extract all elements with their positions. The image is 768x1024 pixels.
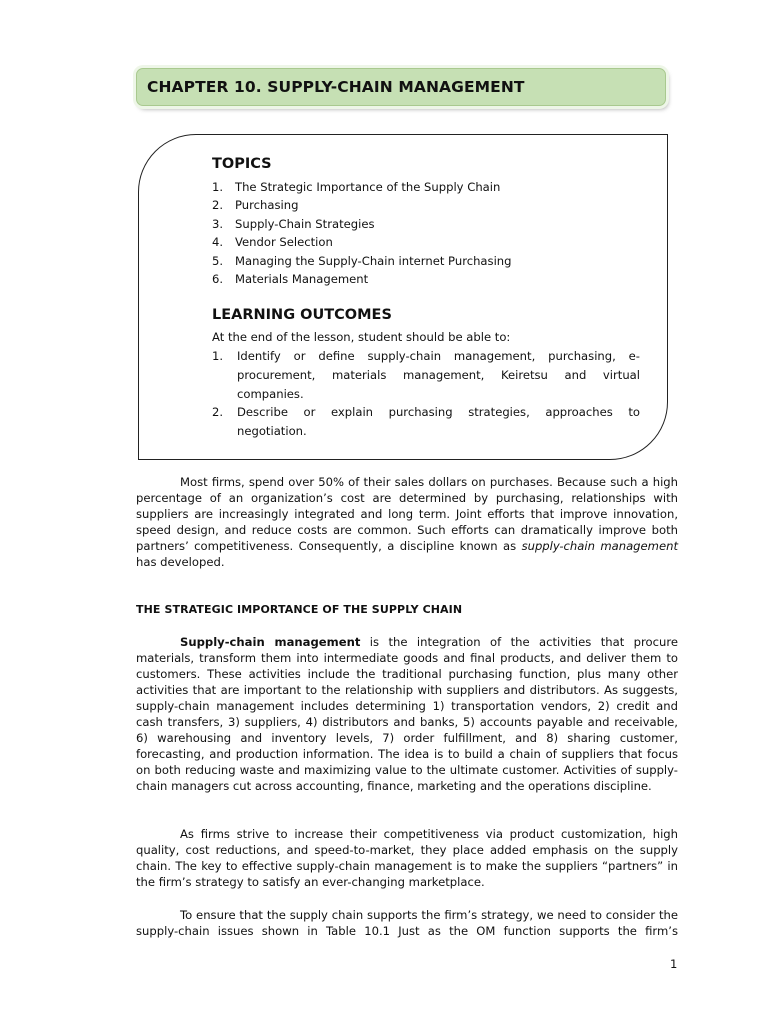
intro-paragraph: Most firms, spend over 50% of their sales dollars on purchases. Because such a high percentage of an organization’s cost are determined by purchasing, relationships with suppliers are increasingly integrated and long term. Joint efforts that improve innovation, speed design, and reduce costs are common. Such efforts can dramatically improve both partners’ competitiveness. Consequently, a discipline known as supply-chain management has developed.	[136, 475, 678, 569]
learning-outcomes-intro: At the end of the lesson, student should be able to:	[212, 330, 511, 344]
body-paragraph-1: Supply-chain management is the integration of the activities that procure materials, transform them into intermediate goods and final products, and deliver them to customers. These activities include the traditional purchasing function, plus many other activities that are important to the relationship with suppliers and distributors. As suggests, supply-chain management includes determining 1) transportation vendors, 2) credit and cash transfers, 3) suppliers, 4) distributors and banks, 5) accounts payable and receivable, 6) warehousing and inventory levels, 7) order fulfillment, and 8) sharing customer, forecasting, and production information. The idea is to build a chain of suppliers that focus on both reducing waste and maximizing value to the ultimate customer. Activities of supply-chain managers cut across accounting, finance, marketing and the operations discipline.	[136, 635, 678, 793]
bold-term: Supply-chain management	[180, 635, 361, 649]
topics-list	[212, 178, 512, 288]
outcome-item: 1. Identify or define supply-chain management, purchasing, e-procurement, materials management, Keiretsu and virtual companies.	[212, 349, 640, 401]
topic-item: 6. Materials Management	[212, 272, 369, 287]
page-number: 1	[670, 957, 678, 971]
topic-item: 1. The Strategic Importance of the Supply Chain	[212, 180, 501, 194]
chapter-banner	[136, 68, 666, 106]
body-paragraph-3: To ensure that the supply chain supports the firm’s strategy, we need to consider the supply-chain issues shown in Table 10.1 Just as the OM function supports the firm’s	[136, 908, 678, 938]
chapter-title: CHAPTER 10. SUPPLY-CHAIN MANAGEMENT	[147, 78, 525, 96]
emphasis-term: supply-chain management	[521, 539, 678, 553]
topics-heading: TOPICS	[212, 156, 272, 172]
section-heading: THE STRATEGIC IMPORTANCE OF THE SUPPLY CHAIN	[136, 603, 463, 616]
outcome-item: 2. Describe or explain purchasing strategies, approaches to negotiation.	[212, 405, 640, 438]
learning-outcomes-heading: LEARNING OUTCOMES	[212, 307, 392, 323]
topic-item: 5. Managing the Supply-Chain internet Purchasing	[212, 253, 512, 268]
body-paragraph-2: As firms strive to increase their competitiveness via product customization, high quality, cost reductions, and speed-to-market, they place added emphasis on the supply chain. The key to effective supply-chain management is to make the suppliers “partners” in the firm’s strategy to satisfy an ever-changing marketplace.	[136, 827, 678, 889]
topic-item: 4. Vendor Selection	[212, 235, 333, 250]
topic-item: 3. Supply-Chain Strategies	[212, 216, 375, 231]
topic-item: 2. Purchasing	[212, 198, 299, 213]
